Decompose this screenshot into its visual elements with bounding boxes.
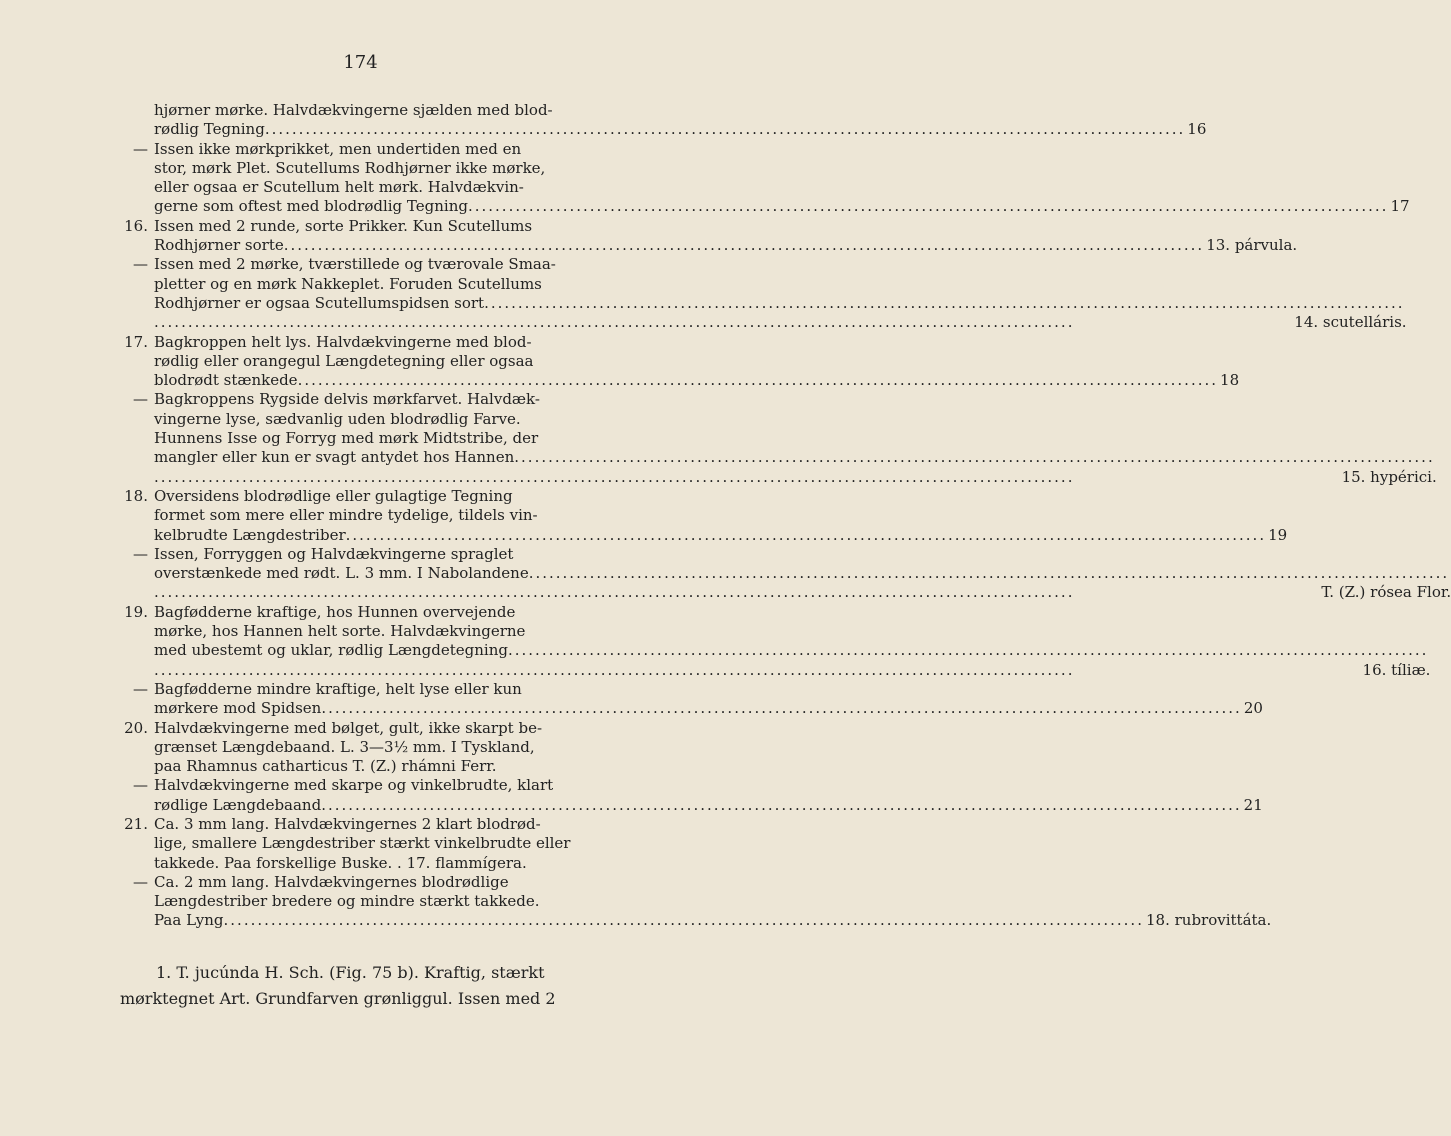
key-entry [112, 815, 642, 873]
key-line: Bagfødderne mindre kraftige, helt lyse eller kun [154, 679, 522, 698]
key-line-text: Paa Lyng [154, 911, 224, 930]
key-line: Issen, Forryggen og Halvdækvingerne spraglet [154, 544, 514, 563]
dot-leader [284, 236, 1204, 255]
key-line: Halvdækvingerne med bølget, gult, ikke skarpt be- [154, 718, 543, 737]
dot-leader [321, 796, 1241, 815]
key-entry-number: — [133, 255, 148, 274]
key-line: Issen med 2 runde, sorte Prikker. Kun Scutellums [154, 216, 533, 235]
description-line: 1. T. jucúnda H. Sch. (Fig. 75 b). Kraftig, stærkt [156, 963, 545, 982]
dot-leader [514, 448, 1434, 467]
key-reference: 21 [1243, 795, 1263, 814]
key-entry-number: — [133, 679, 148, 698]
identification-key [112, 101, 1451, 931]
key-leader-line [154, 583, 1451, 602]
key-leader-line [154, 197, 1410, 216]
key-line: mørke, hos Hannen helt sorte. Halvdækvingerne [154, 622, 526, 641]
key-leader-line [154, 699, 1263, 718]
key-reference: 17 [1390, 197, 1410, 216]
key-entry [112, 390, 1437, 486]
key-entry [112, 679, 1263, 719]
key-reference: 13. párvula. [1206, 236, 1298, 255]
key-line: Bagkroppens Rygside delvis mørkfarvet. Halvdæk- [154, 390, 540, 409]
key-leader-line [154, 661, 1430, 680]
key-line: Ca. 3 mm lang. Halvdækvingernes 2 klart blodrød- [154, 814, 541, 833]
key-entry-number: 19. [124, 602, 148, 621]
key-line-text: med ubestemt og uklar, rødlig Længdetegning [154, 641, 508, 660]
key-line-text: blodrødt stænkede [154, 371, 298, 390]
key-line: rødlig eller orangegul Længdetegning eller ogsaa [154, 351, 534, 370]
key-line: formet som mere eller mindre tydelige, tildels vin- [154, 506, 538, 525]
key-line: stor, mørk Plet. Scutellums Rodhjørner ikke mørke, [154, 158, 546, 177]
key-reference [1428, 641, 1430, 660]
key-entry-number: 17. [124, 332, 148, 351]
key-reference [1435, 448, 1437, 467]
dot-leader [508, 641, 1428, 660]
key-entry-number: — [133, 390, 148, 409]
key-leader-line [154, 294, 1407, 313]
key-leader-line [154, 448, 1437, 467]
key-line: Hunnens Isse og Forryg med mørk Midtstribe, der [154, 429, 539, 448]
key-line: pletter og en mørk Nakkeplet. Foruden Scutellums [154, 274, 542, 293]
key-reference: 16 [1187, 120, 1207, 139]
dot-leader [265, 120, 1185, 139]
key-line-text: rødlige Længdebaand [154, 795, 322, 814]
key-line-text: Rodhjørner sorte [154, 236, 284, 255]
key-leader-line [154, 236, 1297, 255]
key-entry [112, 544, 1451, 603]
dot-leader [154, 661, 1361, 680]
key-line: lige, smallere Længdestriber stærkt vinkelbrudte eller [154, 834, 571, 853]
key-line-text: gerne som oftest med blodrødlig Tegning [154, 197, 468, 216]
key-line: Issen med 2 mørke, tværstillede og tværovale Smaa- [154, 255, 556, 274]
key-leader-line [154, 641, 1430, 660]
key-leader-line [154, 313, 1407, 332]
key-line-text: Rodhjørner er ogsaa Scutellumspidsen sort [154, 293, 485, 312]
key-entry-number [112, 101, 154, 140]
dot-leader [298, 371, 1218, 390]
key-entry-number: 16. [124, 216, 148, 235]
key-entry-number: 18. [124, 486, 148, 505]
key-entry [112, 139, 1410, 217]
key-leader-line [154, 120, 1206, 139]
key-entry [112, 332, 1240, 391]
dot-leader [321, 699, 1241, 718]
key-reference: 18 [1220, 371, 1240, 390]
key-entry [112, 101, 1207, 140]
key-line: Oversidens blodrødlige eller gulagtige Tegning [154, 486, 513, 505]
key-line: Halvdækvingerne med skarpe og vinkelbrudte, klart [154, 776, 554, 795]
dot-leader [529, 564, 1449, 583]
key-reference: 20 [1243, 699, 1263, 718]
key-line: Bagkroppen helt lys. Halvdækvingerne med blod- [154, 332, 532, 351]
dot-leader [468, 197, 1388, 216]
key-entry-number: — [133, 872, 148, 891]
key-line-text: kelbrudte Længdestriber [154, 525, 346, 544]
key-reference: 19 [1268, 525, 1288, 544]
key-line-text: overstænkede med rødt. L. 3 mm. I Nabolandene [154, 564, 529, 583]
key-line: hjørner mørke. Halvdækvingerne sjælden med blod- [154, 101, 553, 119]
key-entry [112, 216, 1298, 256]
page-number: 174 [343, 52, 378, 73]
dot-leader [224, 911, 1144, 930]
key-line: takkede. Paa forskellige Buske. . 17. flammígera. [154, 853, 527, 872]
key-reference [1405, 294, 1407, 313]
key-line: grænset Længdebaand. L. 3—3½ mm. I Tyskland, [154, 737, 535, 756]
key-line: Bagfødderne kraftige, hos Hunnen overvejende [154, 602, 516, 621]
key-line: paa Rhamnus catharticus T. (Z.) rhámni Ferr. [154, 757, 497, 776]
dot-leader [484, 294, 1404, 313]
dot-leader [154, 583, 1319, 602]
dot-leader [154, 468, 1340, 487]
key-line: Ca. 2 mm lang. Halvdækvingernes blodrødlige [154, 872, 509, 891]
key-entry-number: — [133, 776, 148, 795]
species-description [120, 960, 644, 1012]
key-entry [112, 486, 1288, 545]
key-entry-number: — [133, 544, 148, 563]
key-entry-number: — [133, 139, 148, 158]
key-reference: 18. rubrovittáta. [1145, 911, 1272, 930]
key-leader-line [154, 796, 1263, 815]
key-line-text: mørkere mod Spidsen [154, 699, 322, 718]
key-line-text: rødlig Tegning [154, 120, 265, 139]
key-reference: T. (Z.) rósea Flor. [1321, 583, 1451, 602]
key-entry [112, 602, 1431, 680]
key-line: Længdestriber bredere og mindre stærkt takkede. [154, 892, 540, 911]
key-reference: 14. scutelláris. [1294, 313, 1407, 332]
key-leader-line [154, 526, 1287, 545]
key-entry [112, 719, 642, 777]
key-line-text: mangler eller kun er svagt antydet hos Hannen [154, 448, 515, 467]
key-entry-number: 20. [124, 718, 148, 737]
key-entry-number: 21. [124, 814, 148, 833]
key-reference: 15. hypérici. [1341, 467, 1437, 486]
key-leader-line [154, 564, 1451, 583]
dot-leader [154, 313, 1292, 332]
key-entry [112, 776, 1263, 815]
key-entry [112, 872, 1272, 931]
key-leader-line [154, 371, 1239, 390]
key-entry [112, 255, 1407, 332]
dot-leader [346, 526, 1266, 545]
key-line: vingerne lyse, sædvanlig uden blodrødlig Farve. [154, 409, 521, 428]
key-reference: 16. tíliæ. [1362, 660, 1431, 679]
key-line: Issen ikke mørkprikket, men undertiden med en [154, 139, 522, 158]
key-leader-line [154, 468, 1437, 487]
key-leader-line [154, 911, 1271, 930]
key-line: eller ogsaa er Scutellum helt mørk. Halvdækvin- [154, 178, 524, 197]
description-line: mørktegnet Art. Grundfarven grønliggul. Issen med 2 [120, 989, 556, 1008]
